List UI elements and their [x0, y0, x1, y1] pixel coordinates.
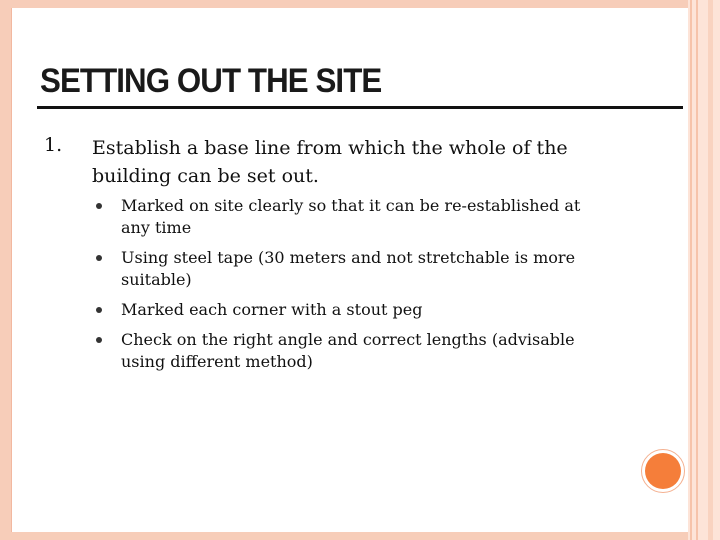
decorative-circle-icon [645, 453, 681, 489]
bullet-dot-icon [96, 255, 102, 261]
bullet-item [94, 195, 614, 239]
decorative-right-line [708, 0, 713, 540]
decorative-right-line [696, 0, 698, 540]
bullet-text: Marked each corner with a stout peg [121, 300, 423, 319]
slide-title: SETTING OUT THE SITE [40, 62, 382, 100]
bullet-text: Check on the right angle and correct lengths (advisable using different method) [121, 330, 575, 371]
list-item-text: Establish a base line from which the whole of the building can be set out. [92, 137, 568, 187]
bullet-dot-icon [96, 203, 102, 209]
frame-border-top [0, 0, 720, 8]
bullet-dot-icon [96, 337, 102, 343]
list-item-number: 1. [44, 134, 63, 156]
bullet-dot-icon [96, 307, 102, 313]
bullet-item [94, 329, 614, 373]
frame-border-left [0, 0, 11, 540]
bullet-list [94, 195, 614, 381]
bullet-item [94, 247, 614, 291]
frame-border-bottom [0, 532, 720, 540]
frame-inner-line [11, 8, 12, 532]
title-underline [37, 106, 683, 109]
bullet-text: Using steel tape (30 meters and not stretchable is more suitable) [121, 248, 576, 289]
decorative-right-line [690, 0, 692, 540]
decorative-right-band [688, 0, 720, 540]
bullet-text: Marked on site clearly so that it can be re-established at any time [121, 196, 581, 237]
bullet-item [94, 299, 614, 321]
